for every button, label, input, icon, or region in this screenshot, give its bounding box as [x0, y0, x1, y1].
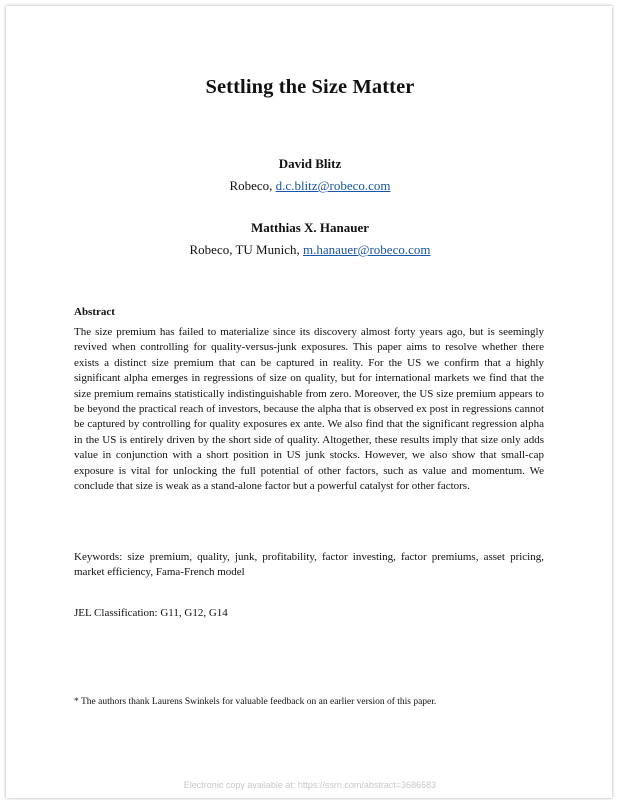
author-name-1: David Blitz [278, 156, 342, 171]
footnote: * The authors thank Laurens Swinkels for valuable feedback on an earlier version of this paper. [74, 697, 437, 707]
affiliation-text-1: Robeco, [229, 178, 276, 193]
abstract-body: The size premium has failed to materialize since its discovery almost forty years ago, but is seemingly revived when controlling for quality-versus-junk exposures. This paper aims to resolve whether there exists a distinct size premium that can be captured in reality. For the US we confirm that a highly significant alpha emerges in regressions of size on quality, but for international markets we find that the size premium remains statistically indistinguishable from zero. Moreover, the US size premium appears to be beyond the practical reach of investors, because the alpha that is observed ex post in regressions cannot be captured by controlling for quality exposures ex ante. We also find that the significant regression alpha in the US is entirely driven by the short side of quality. Altogether, these results imply that size only adds value in conjunction with a short position in US junk stocks. However, we also show that small-cap exposure is vital for unlocking the full potential of other factors, such as value and momentum. We conclude that size is weak as a stand-alone factor but a powerful catalyst for other factors. [74, 326, 544, 493]
jel-classification: JEL Classification: G11, G12, G14 [74, 607, 228, 619]
affiliation-text-2: Robeco, TU Munich, [189, 242, 303, 257]
author-email-link-2[interactable]: m.hanauer@robeco.com [303, 242, 431, 257]
paper-title: Settling the Size Matter [205, 76, 415, 98]
author-email-link-1[interactable]: d.c.blitz@robeco.com [275, 178, 391, 193]
author-name-2: Matthias X. Hanauer [250, 220, 370, 235]
ssrn-watermark[interactable]: Electronic copy available at: https://ssrn.com/abstract=3686583 [183, 780, 437, 790]
abstract-heading: Abstract [74, 306, 115, 318]
author-affiliation-1 [0, 178, 620, 194]
author-affiliation-2 [0, 242, 620, 258]
keywords-text: Keywords: size premium, quality, junk, profitability, factor investing, factor premiums, asset pricing, market efficiency, Fama-French model [74, 551, 544, 579]
